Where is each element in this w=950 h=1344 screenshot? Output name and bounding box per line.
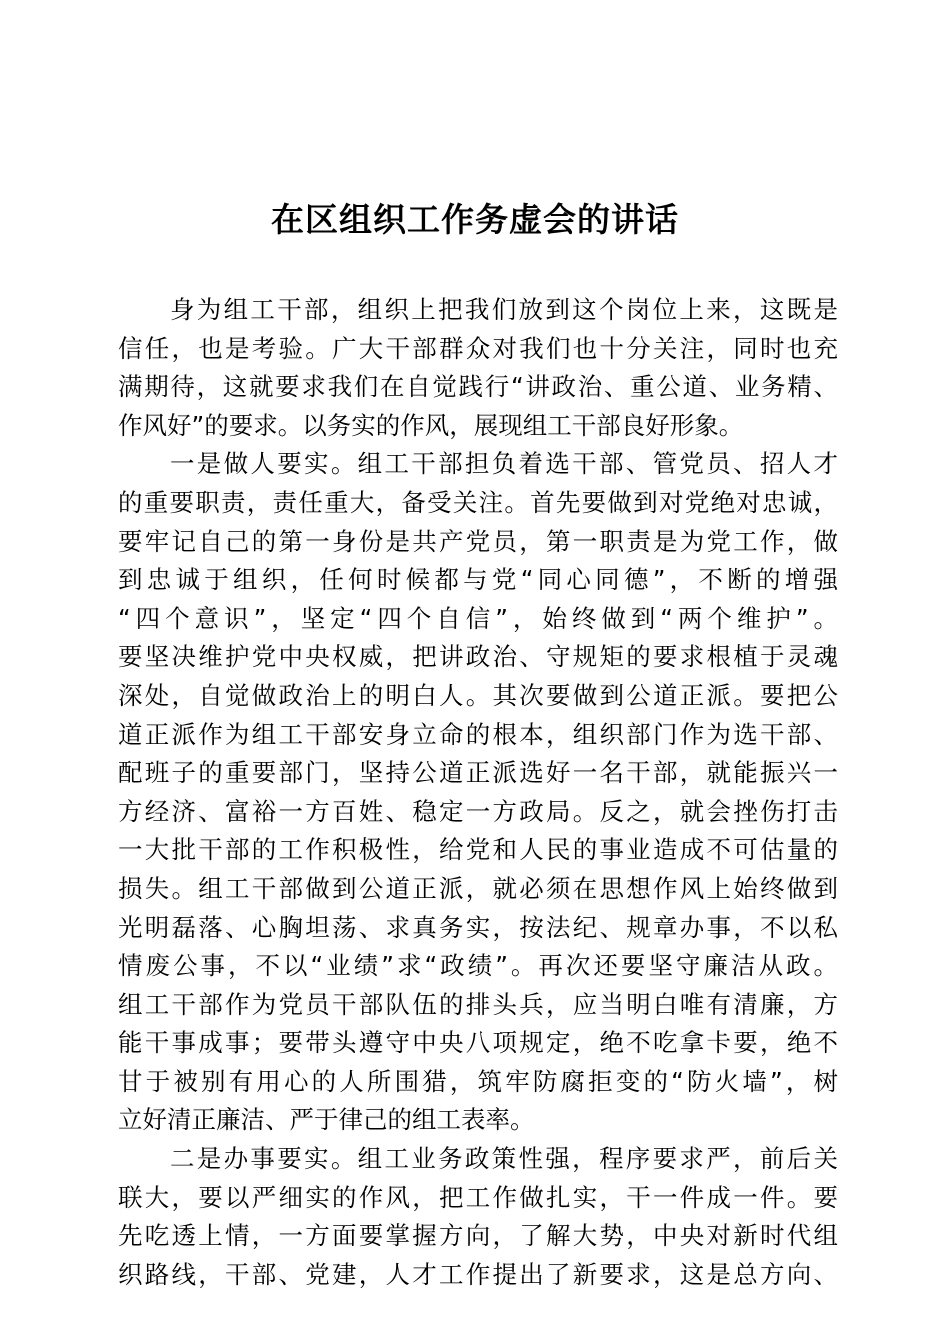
- text-line: 立好清正廉洁、严于律己的组工表率。: [118, 1105, 535, 1135]
- text-line: 到忠诚于组织，任何时候都与党“同心同德”，不断的增强: [118, 565, 838, 595]
- text-line: 要牢记自己的第一身份是共产党员，第一职责是为党工作，做: [118, 526, 838, 556]
- document-body: [118, 291, 838, 1294]
- text-line: 的重要职责，责任重大，备受关注。首先要做到对党绝对忠诚，: [118, 487, 838, 517]
- text-line: “四个意识”，坚定“四个自信”，始终做到“两个维护”。: [118, 603, 838, 633]
- text-line: 损失。组工干部做到公道正派，就必须在思想作风上始终做到: [118, 873, 838, 903]
- text-line: 组工干部作为党员干部队伍的排头兵，应当明白唯有清廉，方: [118, 989, 838, 1019]
- text-line: 情废公事，不以“业绩”求“政绩”。再次还要坚守廉洁从政。: [118, 951, 838, 981]
- text-line: 信任，也是考验。广大干部群众对我们也十分关注，同时也充: [118, 333, 838, 363]
- text-line: 作风好”的要求。以务实的作风，展现组工干部良好形象。: [118, 410, 744, 440]
- text-line: 要坚决维护党中央权威，把讲政治、守规矩的要求根植于灵魂: [118, 642, 838, 672]
- text-line: 身为组工干部，组织上把我们放到这个岗位上来，这既是: [170, 295, 838, 324]
- text-line: 织路线，干部、党建，人才工作提出了新要求，这是总方向、: [118, 1259, 838, 1289]
- text-line: 深处，自觉做政治上的明白人。其次要做到公道正派。要把公: [118, 680, 838, 710]
- text-line: 一是做人要实。组工干部担负着选干部、管党员、招人才: [170, 449, 838, 479]
- text-line: 满期待，这就要求我们在自觉践行“讲政治、重公道、业务精、: [118, 372, 838, 402]
- text-line: 二是办事要实。组工业务政策性强，程序要求严，前后关: [170, 1144, 838, 1174]
- text-line: 甘于被别有用心的人所围猎，筑牢防腐拒变的“防火墙”，树: [118, 1066, 838, 1096]
- text-line: 先吃透上情，一方面要掌握方向，了解大势，中央对新时代组: [118, 1221, 838, 1251]
- text-line: 方经济、富裕一方百姓、稳定一方政局。反之，就会挫伤打击: [118, 796, 838, 826]
- text-line: 配班子的重要部门，坚持公道正派选好一名干部，就能振兴一: [118, 758, 838, 788]
- text-line: 能干事成事；要带头遵守中央八项规定，绝不吃拿卡要，绝不: [118, 1028, 838, 1058]
- text-line: 一大批干部的工作积极性，给党和人民的事业造成不可估量的: [118, 835, 838, 865]
- text-line: 联大，要以严细实的作风，把工作做扎实，干一件成一件。要: [118, 1182, 838, 1212]
- text-line: 道正派作为组工干部安身立命的根本，组织部门作为选干部、: [118, 719, 838, 749]
- text-line: 光明磊落、心胸坦荡、求真务实，按法纪、规章办事，不以私: [118, 912, 838, 942]
- document-title: 在区组织工作务虚会的讲话: [271, 200, 679, 239]
